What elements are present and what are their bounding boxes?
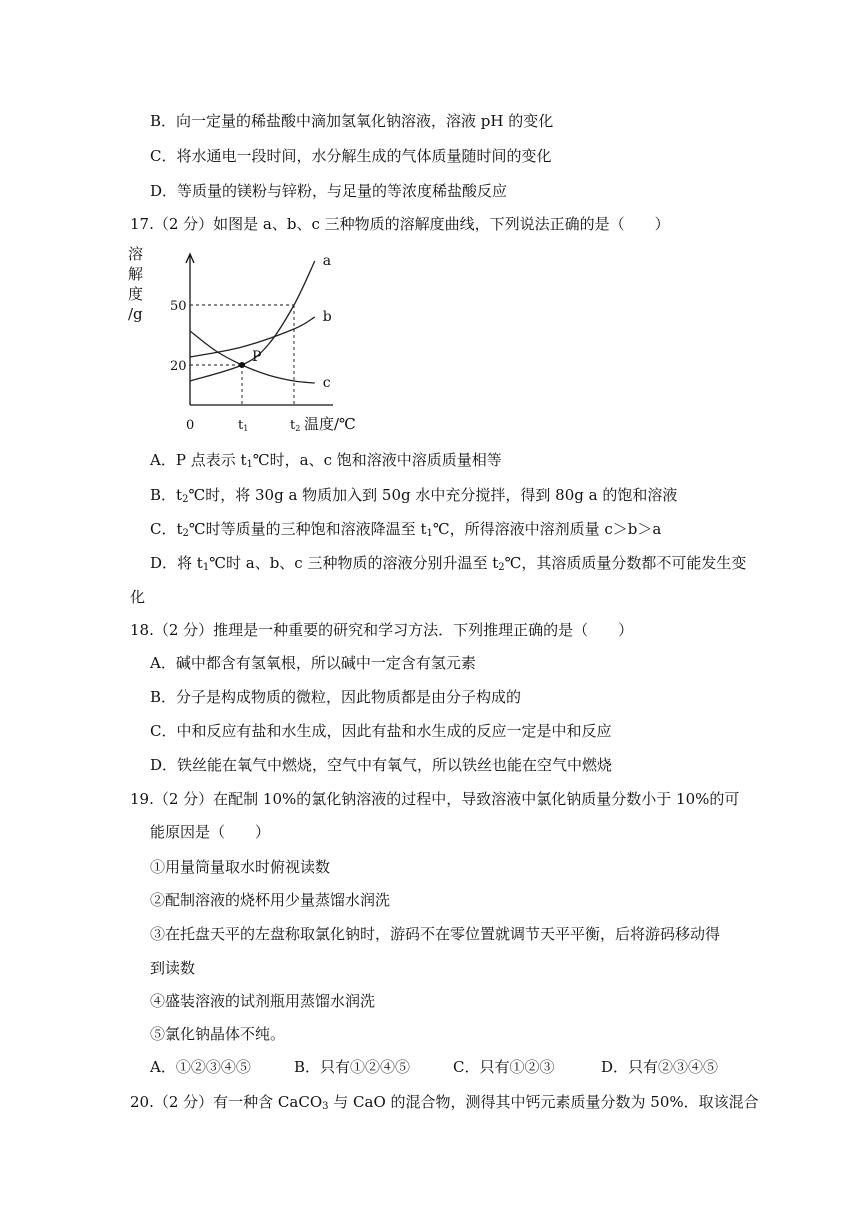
q18-option-a: A．碱中都含有氢氧根，所以碱中一定含有氢元素: [150, 654, 476, 672]
curve-label-c: c: [322, 375, 331, 391]
q19-stem: 19.（2 分）在配制 10%的氯化钠溶液的过程中，导致溶液中氯化钠质量分数小于 10%的可: [130, 790, 740, 808]
y-axis-label-char: 溶: [128, 245, 144, 263]
q17-stem: 17.（2 分）如图是 a、b、c 三种物质的溶解度曲线，下列说法正确的是（ ）: [130, 215, 670, 233]
q19-stem-continued: 能原因是（ ）: [150, 823, 271, 841]
y-axis-label-char: /g: [128, 305, 143, 323]
q16-option-d: D．等质量的镁粉与锌粉，与足量的等浓度稀盐酸反应: [150, 182, 508, 200]
q19-item-1: ①用量筒量取水时俯视读数: [150, 858, 331, 876]
q19-choice-d: D．只有②③④⑤: [601, 1058, 719, 1076]
x-tick-label-0: 0: [186, 418, 195, 433]
q18-option-b: B．分子是构成物质的微粒，因此物质都是由分子构成的: [150, 688, 522, 706]
x-axis-label: 温度/℃: [304, 415, 356, 433]
y-tick-label: 50: [170, 299, 187, 314]
x-tick-label-t1: t1: [238, 418, 249, 433]
q19-choice-c: C．只有①②③: [453, 1058, 555, 1076]
y-axis-label-char: 解: [128, 265, 144, 283]
q17-option-c: C．$t_2℃$时等质量的三种饱和溶液降温至 $t_1℃$，所得溶液中溶剂质量 c＞b＞a: [150, 520, 662, 539]
q19-item-3-continued: 到读数: [150, 959, 196, 977]
q20-stem: 20.（2 分）有一种含 CaCO$_3$ 与 CaO 的混合物，测得其中钙元素质量分数为 50%．取该混合: [130, 1093, 759, 1112]
q16-option-b: B．向一定量的稀盐酸中滴加氢氧化钠溶液，溶液 pH 的变化: [150, 112, 554, 130]
q18-stem: 18.（2 分）推理是一种重要的研究和学习方法．下列推理正确的是（ ）: [130, 621, 634, 639]
solubility-chart: [128, 245, 360, 440]
q19-choice-b: B．只有①②④⑤: [294, 1058, 411, 1076]
q19-item-5: ⑤氯化钠晶体不纯。: [150, 1025, 286, 1043]
q16-option-c: C．将水通电一段时间，水分解生成的气体质量随时间的变化: [150, 147, 552, 165]
y-tick-label: 20: [170, 359, 187, 374]
q17-option-b: B．$t_2℃$时，将 30g a 物质加入到 50g 水中充分搅拌，得到 80g a 的饱和溶液: [150, 486, 678, 505]
q19-item-4: ④盛装溶液的试剂瓶用蒸馏水润洗: [150, 992, 376, 1010]
q18-option-c: C．中和反应有盐和水生成，因此有盐和水生成的反应一定是中和反应: [150, 722, 612, 740]
q17-option-d-continued: 化: [130, 588, 146, 606]
q17-option-d: D．将 $t_1℃$时 a、b、c 三种物质的溶液分别升温至 $t_2℃$，其溶质质量分数都不可能发生变: [150, 554, 747, 573]
curve-label-b: b: [322, 309, 332, 325]
q19-choices: [150, 1057, 718, 1077]
y-axis-label-char: 度: [128, 285, 144, 303]
point-p-label: P: [252, 349, 262, 365]
q18-option-d: D．铁丝能在氧气中燃烧，空气中有氧气，所以铁丝也能在空气中燃烧: [150, 756, 613, 774]
q19-choice-a: A．①②③④⑤: [150, 1058, 251, 1076]
q19-item-2: ②配制溶液的烧杯用少量蒸馏水润洗: [150, 891, 391, 909]
point-p: [239, 362, 245, 368]
q17-option-a: A．P 点表示 $t_1℃$时，a、c 饱和溶液中溶质质量相等: [150, 451, 502, 470]
q19-item-3: ③在托盘天平的左盘称取氯化钠时，游码不在零位置就调节天平平衡，后将游码移动得: [150, 925, 721, 943]
x-tick-label-t2: t2: [290, 418, 301, 433]
curve-label-a: a: [322, 253, 332, 269]
